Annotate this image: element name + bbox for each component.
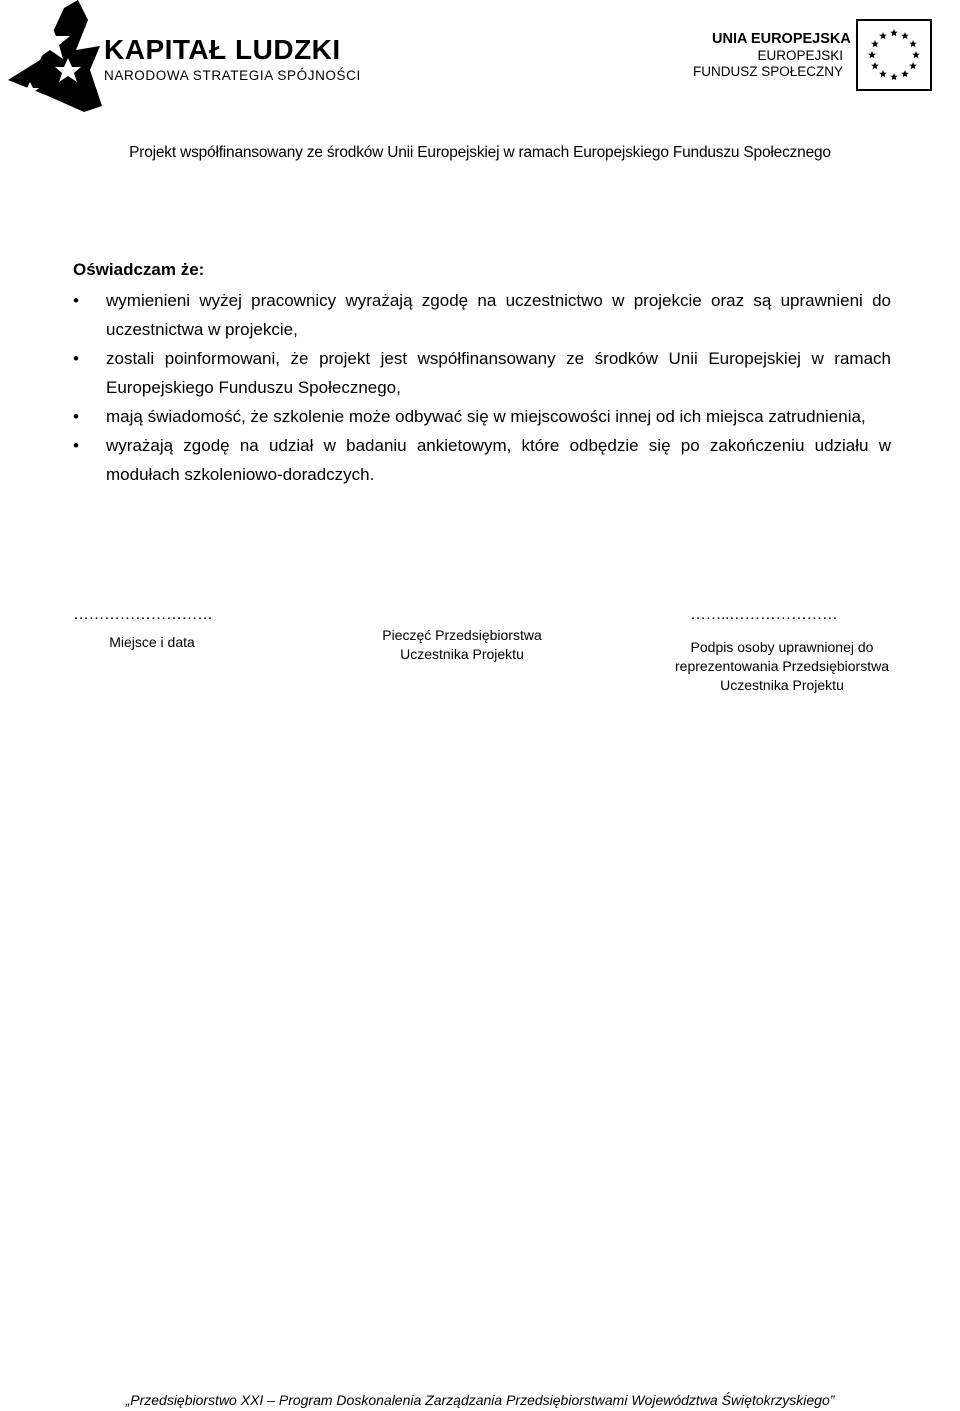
place-date-label: Miejsce i data: [109, 634, 195, 650]
declaration-item-text: wyrażają zgodę na udział w badaniu ankietowym, które odbędzie się po zakończeniu udziału w modułach szkoleniowo-doradczych.: [106, 436, 891, 484]
eu-logo-line3: FUNDUSZ SPOŁECZNY: [692, 64, 843, 79]
kapital-ludzki-emblem: [8, 0, 102, 112]
signature-label-line1: Podpis osoby uprawnionej do: [690, 639, 874, 655]
declaration-item: [73, 431, 891, 489]
declaration-item-text: zostali poinformowani, że projekt jest współfinansowany ze środków Unii Europejskiej w ramach Europejskiego Funduszu Społecznego,: [106, 349, 891, 397]
program-footer: „Przedsiębiorstwo XXI – Program Doskonalenia Zarządzania Przedsiębiorstwami Województwa Świętokrzyskiego”: [125, 1392, 835, 1408]
eu-logo-line2: EUROPEJSKI: [757, 48, 843, 63]
bullet-icon: •: [73, 291, 79, 310]
kapital-ludzki-subtitle: NARODOWA STRATEGIA SPÓJNOŚCI: [104, 68, 361, 83]
place-date-dotted-line: ………………………: [73, 606, 213, 623]
declaration-list: [73, 286, 891, 489]
bullet-icon: •: [73, 436, 79, 455]
eu-flag-icon: [856, 19, 932, 91]
signature-dotted-line: ……..…………………: [690, 606, 838, 623]
signature-label-line3: Uczestnika Projektu: [720, 677, 844, 693]
bullet-icon: •: [73, 407, 79, 426]
stamp-label-line1: Pieczęć Przedsiębiorstwa: [382, 627, 542, 643]
declaration-heading: Oświadczam że:: [73, 260, 205, 279]
declaration-item: [73, 286, 891, 344]
project-cofinancing-line: Projekt współfinansowany ze środków Unii Europejskiej w ramach Europejskiego Funduszu Społecznego: [129, 144, 831, 161]
declaration-item-text: mają świadomość, że szkolenie może odbywać się w miejscowości innej od ich miejsca zatrudnienia,: [106, 407, 866, 426]
bullet-icon: •: [73, 349, 79, 368]
eu-logo-title: UNIA EUROPEJSKA: [712, 31, 851, 47]
declaration-item: [73, 344, 891, 402]
stamp-label-line2: Uczestnika Projektu: [400, 646, 524, 662]
declaration-item-text: wymienieni wyżej pracownicy wyrażają zgodę na uczestnictwo w projekcie oraz są uprawnieni do uczestnictwa w projekcie,: [106, 291, 891, 339]
kapital-ludzki-title: KAPITAŁ LUDZKI: [104, 34, 341, 65]
declaration-item: [73, 402, 891, 431]
signature-label-line2: reprezentowania Przedsiębiorstwa: [675, 658, 889, 674]
